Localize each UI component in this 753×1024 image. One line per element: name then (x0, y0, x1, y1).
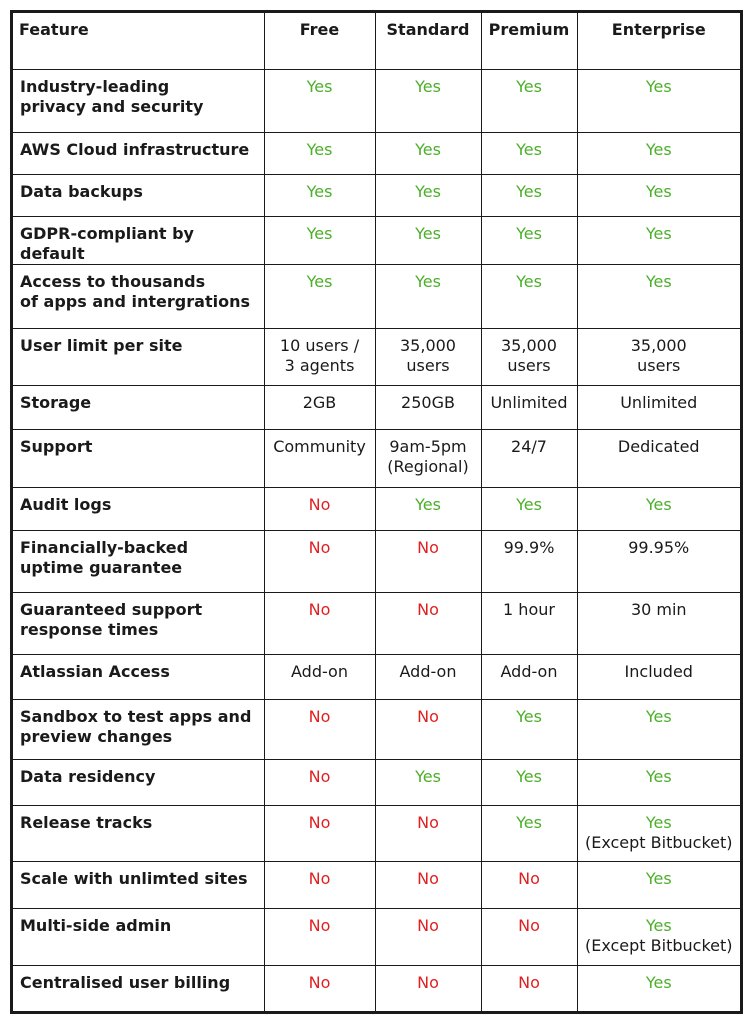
cell-free (264, 174, 375, 216)
cell-free (264, 592, 375, 654)
table-row (13, 592, 740, 654)
yes-value: Yes (645, 181, 672, 201)
feature-name (13, 530, 264, 592)
feature-name-line: Audit logs (20, 494, 112, 514)
feature-name-line: Support (20, 436, 93, 456)
cell-free (264, 805, 375, 861)
feature-name (13, 385, 264, 429)
cell-premium (481, 174, 577, 216)
feature-name-line: response times (20, 619, 159, 639)
feature-name-line: AWS Cloud infrastructure (20, 139, 250, 159)
feature-name (13, 216, 264, 264)
cell-free (264, 69, 375, 132)
cell-enterprise (577, 216, 740, 264)
cell-value: (Regional) (387, 456, 469, 476)
cell-standard (375, 264, 481, 328)
cell-value: 35,000 (501, 335, 557, 355)
no-value: No (518, 868, 540, 888)
cell-premium (481, 132, 577, 174)
plan-comparison-table (13, 13, 740, 1013)
cell-enterprise (577, 699, 740, 759)
cell-value: Unlimited (490, 392, 568, 412)
table-row (13, 699, 740, 759)
cell-value: (Except Bitbucket) (584, 832, 733, 852)
yes-value: Yes (516, 494, 542, 514)
yes-value: Yes (306, 223, 333, 243)
cell-premium (481, 965, 577, 1013)
cell-enterprise (577, 861, 740, 908)
feature-name (13, 174, 264, 216)
table-row (13, 759, 740, 805)
feature-name (13, 487, 264, 530)
cell-value: 1 hour (503, 599, 555, 619)
yes-value: Yes (645, 223, 672, 243)
table-row (13, 429, 740, 487)
cell-premium (481, 654, 577, 699)
table-row (13, 805, 740, 861)
yes-value: Yes (306, 271, 333, 291)
cell-premium (481, 69, 577, 132)
cell-standard (375, 861, 481, 908)
yes-value: Yes (306, 76, 333, 96)
cell-enterprise (577, 429, 740, 487)
feature-name (13, 908, 264, 965)
cell-premium (481, 328, 577, 385)
cell-free (264, 861, 375, 908)
feature-name (13, 592, 264, 654)
cell-standard (375, 759, 481, 805)
cell-free (264, 264, 375, 328)
no-value: No (417, 812, 439, 832)
yes-value: Yes (415, 494, 441, 514)
yes-value: Yes (415, 139, 441, 159)
cell-standard (375, 216, 481, 264)
no-value: No (417, 868, 439, 888)
yes-value: Yes (645, 706, 672, 726)
cell-enterprise (577, 805, 740, 861)
yes-value: Yes (516, 223, 542, 243)
cell-premium (481, 759, 577, 805)
feature-name (13, 654, 264, 699)
cell-value: users (406, 355, 450, 375)
feature-name (13, 699, 264, 759)
cell-standard (375, 174, 481, 216)
yes-value: Yes (415, 223, 441, 243)
cell-free (264, 965, 375, 1013)
cell-free (264, 759, 375, 805)
cell-enterprise (577, 908, 740, 965)
yes-value: Yes (306, 181, 333, 201)
feature-name-line: Data residency (20, 766, 156, 786)
feature-name-line: Atlassian Access (20, 661, 170, 681)
cell-value: 35,000 (630, 335, 687, 355)
cell-enterprise (577, 592, 740, 654)
table-row (13, 216, 740, 264)
cell-premium (481, 216, 577, 264)
no-value: No (417, 972, 439, 992)
feature-name-line: Multi-side admin (20, 915, 172, 935)
no-value: No (308, 915, 331, 935)
table-row (13, 385, 740, 429)
yes-value: Yes (516, 706, 542, 726)
cell-standard (375, 429, 481, 487)
feature-name-line: Scale with unlimted sites (20, 868, 248, 888)
cell-enterprise (577, 69, 740, 132)
yes-value: Yes (516, 181, 542, 201)
cell-value: 10 users / (279, 335, 360, 355)
cell-value: Add-on (399, 661, 457, 681)
no-value: No (518, 972, 540, 992)
yes-value: Yes (516, 271, 542, 291)
no-value: No (417, 599, 439, 619)
yes-value: Yes (645, 972, 672, 992)
yes-value: Yes (516, 812, 542, 832)
cell-free (264, 385, 375, 429)
cell-premium (481, 699, 577, 759)
yes-value: Yes (415, 766, 441, 786)
yes-value: Yes (645, 494, 672, 514)
table-row (13, 654, 740, 699)
table-row (13, 69, 740, 132)
cell-enterprise (577, 759, 740, 805)
cell-free (264, 908, 375, 965)
cell-premium (481, 908, 577, 965)
cell-value: Community (273, 436, 366, 456)
no-value: No (308, 812, 331, 832)
feature-name (13, 69, 264, 132)
yes-value: Yes (415, 181, 441, 201)
cell-premium (481, 429, 577, 487)
cell-free (264, 699, 375, 759)
yes-value: Yes (645, 868, 672, 888)
feature-name-line: Centralised user billing (20, 972, 231, 992)
feature-name-line: Data backups (20, 181, 143, 201)
table-row (13, 487, 740, 530)
feature-name (13, 965, 264, 1013)
table-row (13, 328, 740, 385)
cell-value: Unlimited (620, 392, 698, 412)
cell-enterprise (577, 328, 740, 385)
no-value: No (417, 537, 439, 557)
yes-value: Yes (645, 271, 672, 291)
yes-value: Yes (645, 812, 672, 832)
cell-enterprise (577, 132, 740, 174)
cell-enterprise (577, 385, 740, 429)
cell-value: Add-on (500, 661, 558, 681)
cell-free (264, 132, 375, 174)
column-header-feature: Feature (13, 13, 264, 69)
feature-name (13, 805, 264, 861)
cell-value: Included (624, 661, 693, 681)
feature-name (13, 264, 264, 328)
cell-standard (375, 132, 481, 174)
yes-value: Yes (306, 139, 333, 159)
no-value: No (308, 494, 331, 514)
table-row (13, 264, 740, 328)
cell-enterprise (577, 487, 740, 530)
cell-value: 24/7 (511, 436, 547, 456)
yes-value: Yes (516, 766, 542, 786)
no-value: No (308, 537, 331, 557)
cell-premium (481, 861, 577, 908)
yes-value: Yes (516, 76, 542, 96)
cell-standard (375, 908, 481, 965)
cell-standard (375, 805, 481, 861)
no-value: No (417, 706, 439, 726)
cell-standard (375, 530, 481, 592)
cell-value: (Except Bitbucket) (584, 935, 733, 955)
table-row (13, 530, 740, 592)
yes-value: Yes (415, 76, 441, 96)
cell-free (264, 530, 375, 592)
table-row (13, 908, 740, 965)
feature-name-line: Storage (20, 392, 92, 412)
cell-free (264, 429, 375, 487)
cell-enterprise (577, 264, 740, 328)
cell-value: 99.9% (503, 537, 555, 557)
feature-name-line: privacy and security (20, 96, 204, 116)
cell-free (264, 328, 375, 385)
cell-free (264, 654, 375, 699)
feature-name (13, 328, 264, 385)
feature-name-line: of apps and intergrations (20, 291, 250, 311)
cell-value: 9am-5pm (389, 436, 467, 456)
yes-value: Yes (516, 139, 542, 159)
no-value: No (308, 868, 331, 888)
yes-value: Yes (415, 271, 441, 291)
feature-name (13, 759, 264, 805)
table-row (13, 174, 740, 216)
cell-value: Dedicated (617, 436, 700, 456)
cell-standard (375, 592, 481, 654)
feature-name-line: Financially-backed (20, 537, 189, 557)
cell-value: 30 min (630, 599, 687, 619)
no-value: No (417, 915, 439, 935)
feature-name-line: User limit per site (20, 335, 183, 355)
no-value: No (308, 599, 331, 619)
feature-name-line: Industry-leading (20, 76, 170, 96)
feature-name-line: uptime guarantee (20, 557, 183, 577)
cell-value: users (637, 355, 681, 375)
comparison-table-frame (10, 10, 743, 1014)
cell-value: 99.95% (628, 537, 690, 557)
yes-value: Yes (645, 766, 672, 786)
feature-name-line: Sandbox to test apps and (20, 706, 252, 726)
cell-value: users (507, 355, 551, 375)
cell-premium (481, 530, 577, 592)
column-header-free: Free (264, 13, 375, 69)
feature-name (13, 132, 264, 174)
cell-standard (375, 699, 481, 759)
table-row (13, 132, 740, 174)
header-row (13, 13, 740, 69)
column-header-standard: Standard (375, 13, 481, 69)
cell-free (264, 216, 375, 264)
cell-value: Add-on (291, 661, 348, 681)
column-header-enterprise: Enterprise (577, 13, 740, 69)
cell-free (264, 487, 375, 530)
feature-name-line: Guaranteed support (20, 599, 203, 619)
feature-name-line: preview changes (20, 726, 173, 746)
yes-value: Yes (645, 915, 672, 935)
yes-value: Yes (645, 139, 672, 159)
no-value: No (308, 706, 331, 726)
cell-premium (481, 592, 577, 654)
cell-value: 3 agents (284, 355, 355, 375)
no-value: No (518, 915, 540, 935)
cell-premium (481, 264, 577, 328)
cell-value: 250GB (401, 392, 455, 412)
no-value: No (308, 972, 331, 992)
cell-premium (481, 805, 577, 861)
cell-enterprise (577, 530, 740, 592)
table-row (13, 965, 740, 1013)
column-header-premium: Premium (481, 13, 577, 69)
cell-enterprise (577, 654, 740, 699)
cell-standard (375, 965, 481, 1013)
cell-standard (375, 385, 481, 429)
cell-enterprise (577, 965, 740, 1013)
yes-value: Yes (645, 76, 672, 96)
feature-name-line: GDPR-compliant by default (20, 223, 194, 263)
cell-value: 35,000 (400, 335, 456, 355)
feature-name-line: Release tracks (20, 812, 153, 832)
cell-value: 2GB (302, 392, 337, 412)
cell-standard (375, 487, 481, 530)
no-value: No (308, 766, 331, 786)
cell-standard (375, 328, 481, 385)
cell-standard (375, 69, 481, 132)
feature-name (13, 861, 264, 908)
feature-name (13, 429, 264, 487)
table-row (13, 861, 740, 908)
feature-name-line: Access to thousands (20, 271, 206, 291)
cell-enterprise (577, 174, 740, 216)
cell-premium (481, 385, 577, 429)
cell-standard (375, 654, 481, 699)
cell-premium (481, 487, 577, 530)
